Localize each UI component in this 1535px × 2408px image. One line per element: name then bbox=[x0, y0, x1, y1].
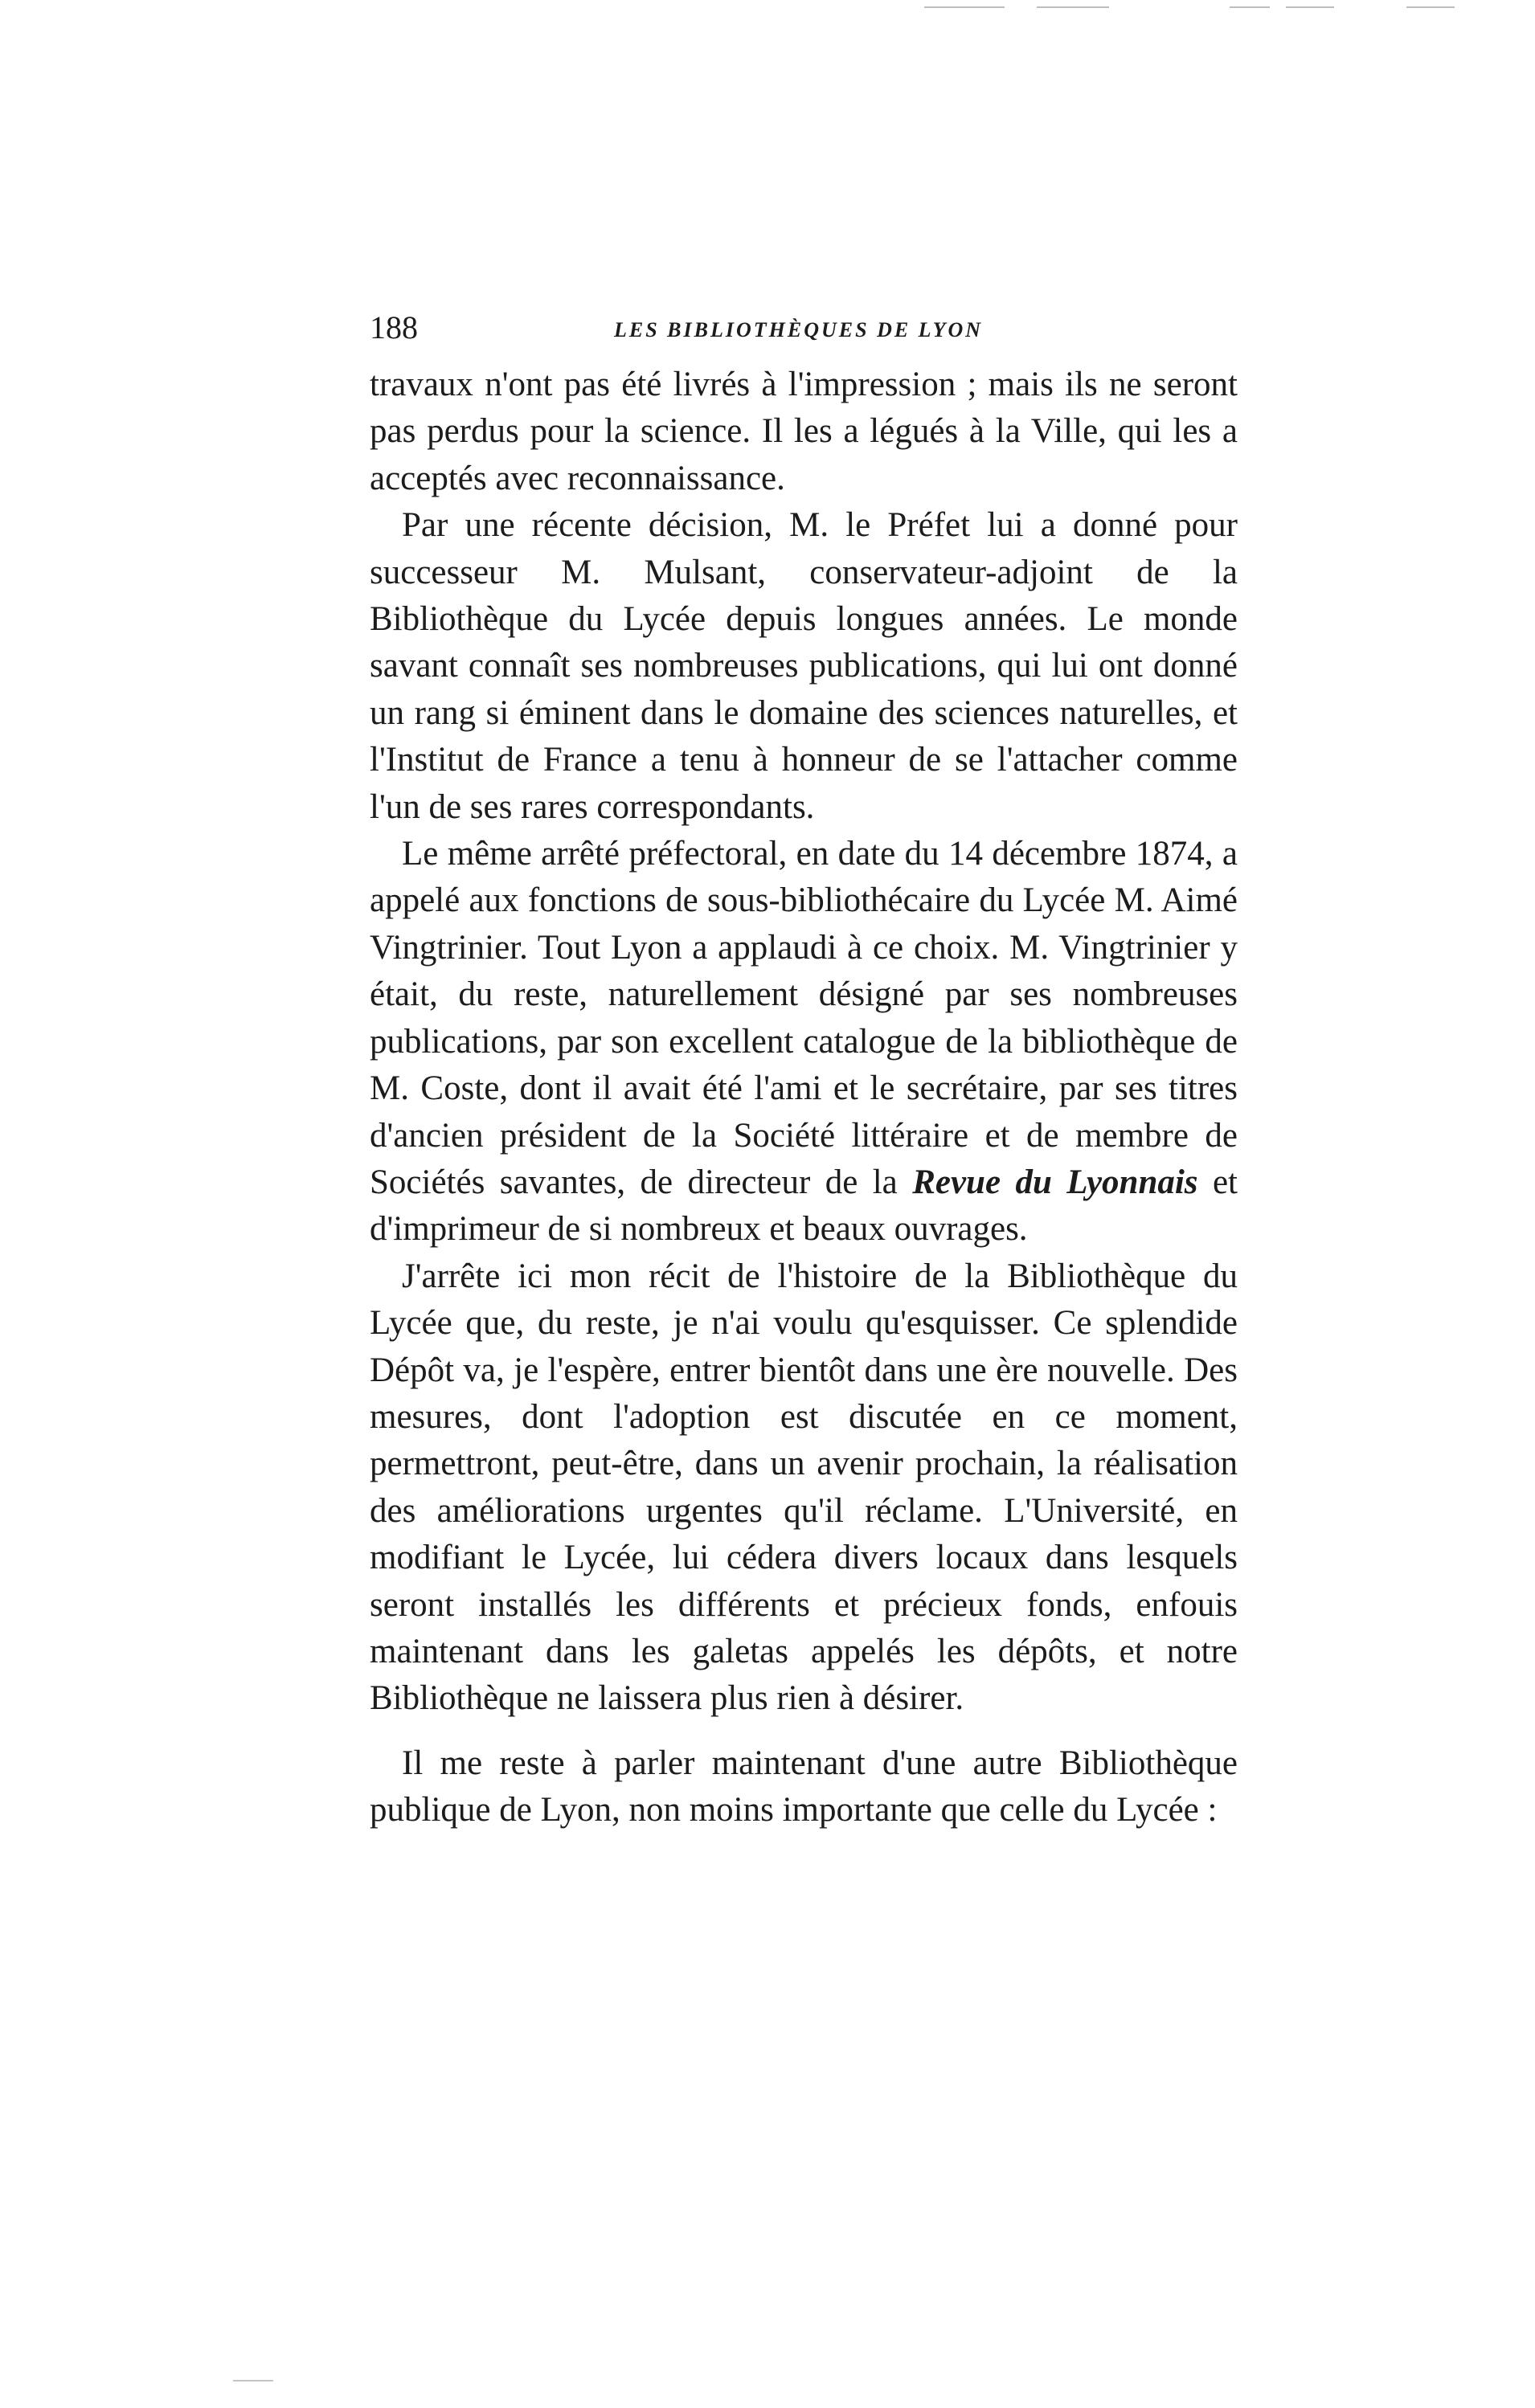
paragraph bbox=[370, 831, 1238, 1253]
page-header bbox=[370, 309, 1238, 357]
top-edge-mark bbox=[1406, 6, 1455, 8]
running-head: LES BIBLIOTHÈQUES DE LYON bbox=[614, 318, 984, 341]
top-edge-mark bbox=[1037, 6, 1109, 8]
page-number: 188 bbox=[370, 309, 418, 345]
top-edge-mark bbox=[1286, 6, 1334, 8]
paragraph: Par une récente décision, M. le Préfet lui a donné pour successeur M. Mulsant, conservateur-adjoint de la Bibliothèque du Lycée depuis longues années. Le monde savant connaît ses nombreuses publications, qui lui ont donné un rang si éminent dans le domaine des sciences naturelles, et l'Institut de France a tenu à honneur de se l'attacher comme l'un de ses rares correspondants. bbox=[370, 506, 1238, 826]
paragraph-text: et d'imprimeur de si nombreux et beaux ouvrages. bbox=[370, 1163, 1238, 1249]
paragraph: travaux n'ont pas été livrés à l'impression ; mais ils ne seront pas perdus pour la science. Il les a légués à la Ville, qui les a acceptés avec reconnaissance. bbox=[370, 366, 1238, 497]
paragraph: J'arrête ici mon récit de l'histoire de la Bibliothèque du Lycée que, du reste, je n'ai voulu qu'esquisser. Ce splendide Dépôt va, je l'espère, entrer bientôt dans une ère nouvelle. Des mesures, dont l'adoption est discutée en ce moment, permettront, peut-être, dans un avenir prochain, la réalisation des améliorations urgentes qu'il réclame. L'Université, en modifiant le Lycée, lui cédera divers locaux dans lesquels seront installés les différents et précieux fonds, enfouis maintenant dans les galetas appelés les dépôts, et notre Bibliothèque ne laissera plus rien à désirer. bbox=[370, 1257, 1238, 1718]
top-edge-mark bbox=[1230, 6, 1270, 8]
bottom-edge-mark bbox=[233, 2380, 273, 2381]
top-edge-mark bbox=[924, 6, 1005, 8]
journal-title: Revue du Lyonnais bbox=[912, 1163, 1198, 1201]
paragraph-text: Le même arrêté préfectoral, en date du 14 décembre 1874, a appelé aux fonctions de sous-bibliothécaire du Lycée M. Aimé Vingtrinier. Tout Lyon a applaudi à ce choix. M. Vingtrinier y était, du reste, naturellement désigné par ses nombreuses publications, par son excellent catalogue de la bibliothèque de M. Coste, dont il avait été l'ami et le secrétaire, par ses titres d'ancien président de la Société littéraire et de membre de Sociétés savantes, de directeur de la bbox=[370, 835, 1238, 1201]
paragraph: Il me reste à parler maintenant d'une autre Bibliothèque publique de Lyon, non moins importante que celle du Lycée : bbox=[370, 1744, 1238, 1830]
body-text bbox=[370, 362, 1238, 1834]
